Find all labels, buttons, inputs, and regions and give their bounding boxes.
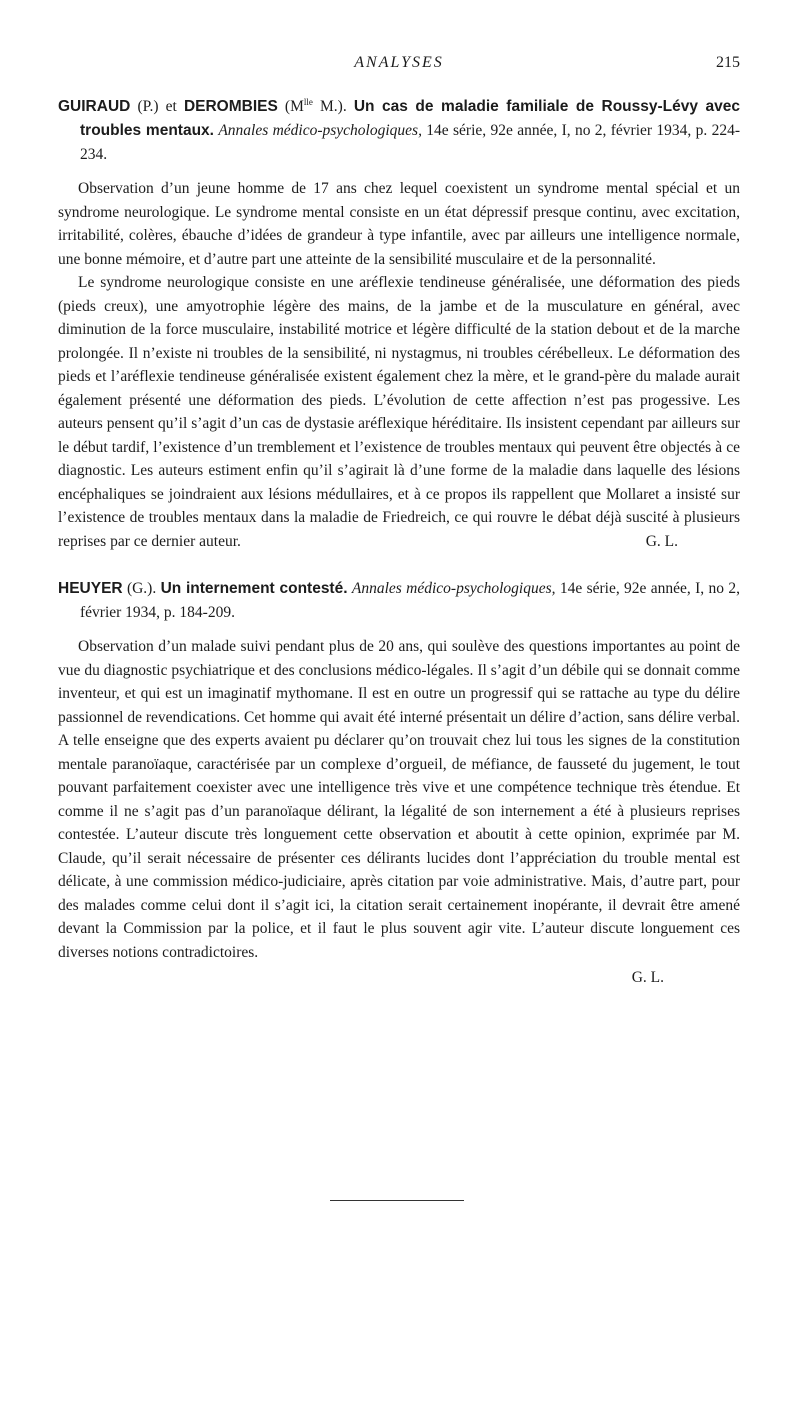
reviewer-initials: G. L. xyxy=(631,969,664,987)
running-head xyxy=(58,48,740,78)
entry-body xyxy=(58,177,740,553)
entry-body xyxy=(58,635,740,964)
entry-journal: Annales médico-psychologiques, xyxy=(218,122,422,140)
entry-paragraph: Observation d’un malade suivi pendant plus de 20 ans, qui soulève des questions importantes au point de vue du diagnostic psychiatrique et des conclusions médico-légales. Il s’agit d’un débile qui se donnait comme inventeur, et qui est un imaginatif mythomane. Il est en outre un progressif qui se rattache au type du délire passionnel de revendications. Cet homme qui avait été interné présentait un délire d’action, sans délire verbal. A telle enseigne que des experts avaient pu déclarer qu’on trouvait chez lui tous les signes de la constitution mentale paranoïaque, caractérisée par un complexe d’orgueil, de méfiance, de fausseté du jugement, le tout pouvant parfaitement coexister avec une intelligence très vive et une compétence technique très étendue. Et comme il ne s’agit pas d’un paranoïaque délirant, la légalité de son internement a été à plusieurs reprises contestée. L’auteur discute très longuement cette observation et aboutit à cette opinion, exprimée par M. Claude, qu’il serait nécessaire de présenter ces délirants lucides dont l’appréciation du trouble mental est délicate, à une commission médico-judiciaire, après citation par voie administrative. Mais, d’autre part, pour des malades comme celui dont il s’agit ici, la citation serait certainement inopérante, il devrait être amené devant la Commission par la police, et il faut le plus souvent agir vite. L’auteur discute longuement ces diverses notions contradictoires. xyxy=(58,638,740,961)
entry-coauthor: DEROMBIES xyxy=(183,98,278,116)
entry-author: HEUYER xyxy=(58,580,123,598)
review-entry-guiraud xyxy=(58,90,740,553)
page xyxy=(58,48,740,989)
review-entry-heuyer xyxy=(58,577,740,989)
entry-author-detail: (G.). xyxy=(122,580,161,598)
entry-journal: Annales médico-psychologiques, xyxy=(351,580,556,598)
entry-coauthor-detail: (M xyxy=(277,98,304,116)
page-number: 215 xyxy=(716,54,740,71)
entry-paragraph: Observation d’un jeune homme de 17 ans chez lequel coexistent un syndrome mental spécial et un syndrome neurologique. Le syndrome mental consiste en un état dépressif presque continu, avec excitation, irritabilité, colères, ébauche d’idées de grandeur à type infantile, avec par ailleurs une intelligence normale, une bonne mémoire, et d’autre part une atteinte de la sensibilité musculaire et de la personnalité. xyxy=(58,180,740,268)
reviewer-initials: G. L. xyxy=(645,533,678,551)
entry-coauthor-detail-end: M.). xyxy=(312,98,354,116)
entry-citation: 14e série, 92e année, I, no 2, février 1934, p. 184-209. xyxy=(80,580,740,622)
entry-heading xyxy=(58,577,740,625)
entry-paragraph: Le syndrome neurologique consiste en une aréflexie tendineuse généralisée, une déformation des pieds (pieds creux), une amyotrophie légère des mains, de la jambe et de la musculature en général, avec diminution de la force musculaire, instabilité motrice et légère difficulté de la station debout et de la marche prolongée. Il n’existe ni troubles de la sensibilité, ni nystagmus, ni troubles cérébelleux. Le déformation des pieds et l’aréflexie tendineuse généralisée existent également chez la mère, et le grand-père du malade aurait également présenté une déformation des pieds. L’évolution de cette affection n’est pas progessive. Les auteurs pensent qu’il s’agit d’un cas de dystasie aréflexique héréditaire. Ils insistent cependant par ailleurs sur le début tardif, l’existence d’un tremblement et l’existence de troubles mentaux qui peuvent être objectés à ce diagnostic. Les auteurs estiment enfin qu’il s’agirait là d’une forme de la maladie dans laquelle des lésions encéphaliques se joindraient aux lésions médullaires, et à ce propos ils rappellent que Mollaret a insisté sur l’existence de troubles mentaux dans la maladie de Friedreich, ce qui rouvre le débat déjà suscité à plusieurs reprises par ce dernier auteur. xyxy=(58,274,740,550)
section-divider xyxy=(330,1200,464,1201)
entry-author-detail: (P.) et xyxy=(130,98,184,116)
entry-title: Un internement contesté. xyxy=(160,580,348,598)
entry-citation: 14e série, 92e année, I, no 2, février 1934, p. 224-234. xyxy=(80,122,740,164)
entry-coauthor-sup: lle xyxy=(303,97,313,107)
entry-author: GUIRAUD xyxy=(58,98,131,116)
running-title: ANALYSES xyxy=(354,54,444,71)
entry-title: Un cas de maladie familiale de Roussy-Lévy avec troubles mentaux. xyxy=(80,98,740,140)
entry-heading xyxy=(58,90,740,167)
